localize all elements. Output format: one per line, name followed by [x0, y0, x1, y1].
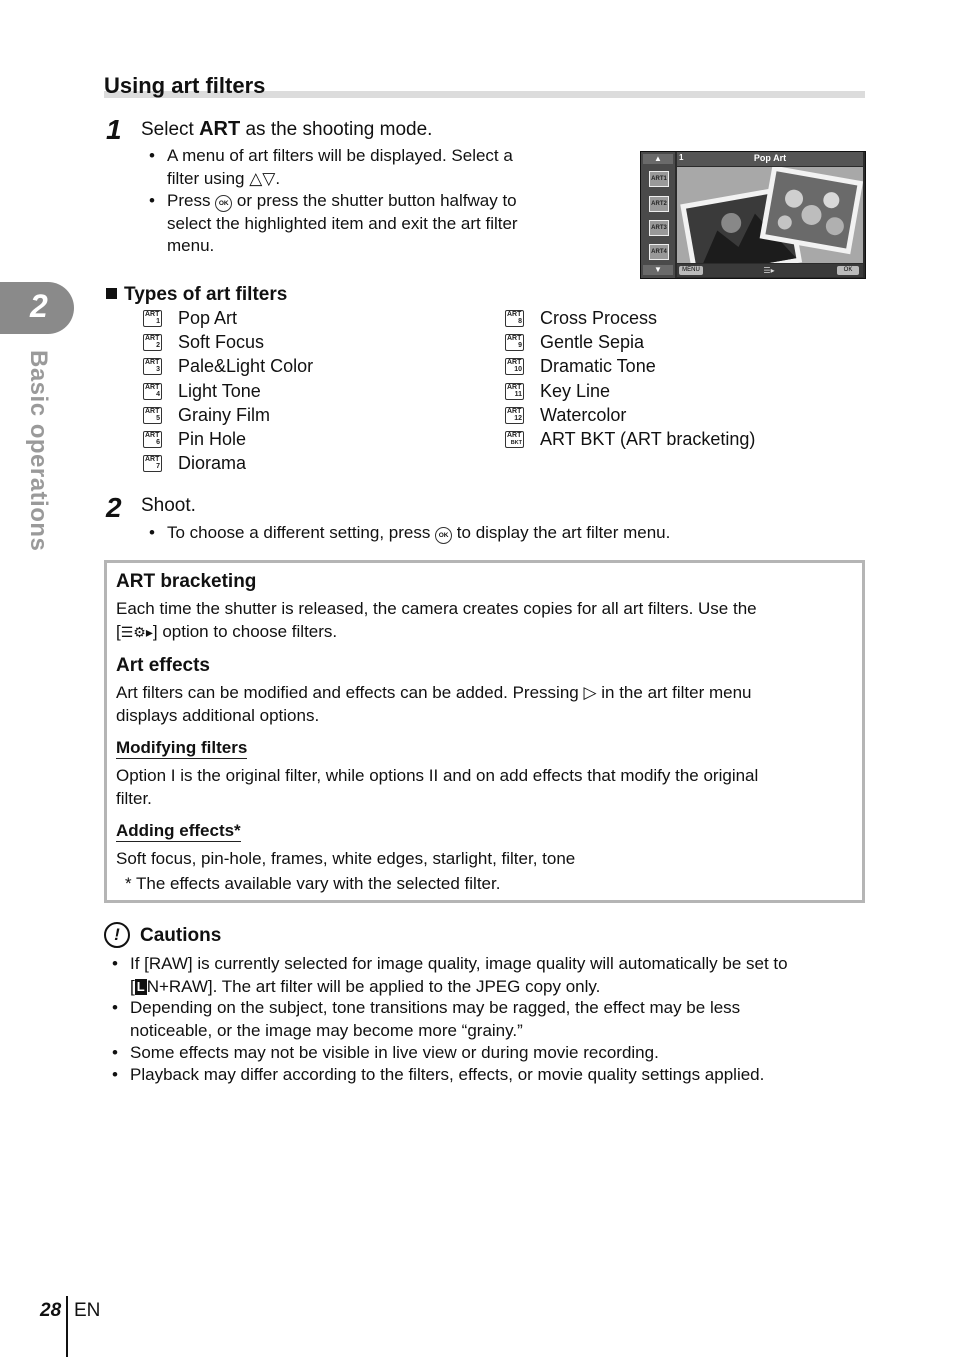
cautions-title: Cautions [140, 925, 222, 946]
section-title: Using art filters [104, 73, 266, 98]
bullet-1-line1: A menu of art filters will be displayed. Select a [167, 146, 513, 165]
art-filter-icon: ART 7 [145, 456, 160, 471]
bullet-2-line3: menu. [167, 236, 215, 255]
step-1-bullet-1: • A menu of art filters will be displayed. Select a filter using △▽. [167, 145, 587, 190]
adding-note: * The effects available vary with the selected filter. [125, 874, 501, 893]
modifying-title-wrap [116, 738, 247, 758]
effects-title: Art effects [116, 655, 210, 676]
filter-list-left [143, 306, 483, 476]
art-filter-icon: ART 3 [145, 359, 160, 374]
effects-text: Art filters can be modified and effects can be added. Pressing ▷ in the art filter menu displays additional options. [116, 683, 752, 725]
ok-button-icon: OK [215, 195, 232, 212]
caution-item-2: • Depending on the subject, tone transitions may be ragged, the effect may be less noticeable, or the image may become more “grainy.” [112, 998, 741, 1040]
camera-title: Pop Art [753, 153, 787, 163]
chapter-number: 2 [30, 288, 48, 324]
footer-divider [66, 1296, 68, 1357]
art-filter-icon: ART 5 [145, 407, 160, 422]
bracketing-title: ART bracketing [116, 571, 257, 592]
bullet-2-line2: select the highlighted item and exit the art filter [167, 213, 518, 233]
step-1-bullet-2: • Press OK or press the shutter button halfway to select the highlighted item and exit the art filter menu. [167, 190, 587, 258]
sample-photo [677, 167, 863, 263]
language-label: EN [74, 1300, 101, 1321]
up-arrow-icon: ▲ [643, 154, 673, 164]
art-filter-icon: ART 4 [145, 383, 160, 398]
adding-title: Adding effects* [116, 821, 241, 840]
camera-screen-illustration [640, 151, 866, 279]
bullet-2-pre: Press [167, 191, 216, 210]
settings-arrow-icon: ☰▸ [763, 266, 775, 275]
art-filter-icon: ART 6 [145, 432, 160, 447]
art-filter-icon: ART 9 [507, 334, 522, 349]
filter-item: ART 9 Gentle Sepia [507, 331, 645, 352]
step-2-number: 2 [106, 492, 122, 523]
filter-item: ART 2 Soft Focus [145, 331, 265, 352]
large-quality-icon: L [136, 978, 145, 994]
art-filter-icon: ART 11 [507, 383, 522, 398]
menu-button-icon: MENU [679, 266, 703, 275]
step-1-number: 1 [106, 114, 122, 145]
caution-icon: ! [104, 922, 130, 948]
filter-list-right [505, 306, 845, 452]
camera-filter-4: ART4 [649, 244, 669, 260]
caution-item-4: • Playback may differ according to the filters, effects, or movie quality settings applied. [112, 1065, 765, 1084]
settings-filter-icon: ☰⚙▸ [120, 623, 153, 640]
step-1-post: as the shooting mode. [240, 119, 433, 140]
bullet-2-post: or press the shutter button halfway to [232, 191, 517, 210]
art-filter-icon: ART 10 [507, 359, 522, 374]
filter-item: ART 6 Pin Hole [145, 429, 247, 450]
camera-tab-number: 1 [679, 153, 684, 162]
filter-item: ART 8 Cross Process [507, 307, 658, 328]
camera-filter-3: ART3 [649, 220, 669, 236]
camera-filter-list [641, 152, 675, 278]
bracketing-text: Each time the shutter is released, the camera creates copies for all art filters. Use the [☰⚙▸] option to choose filters. [116, 599, 757, 641]
sample-photo-graphic [677, 167, 863, 263]
caution-item-3: • Some effects may not be visible in live view or during movie recording. [112, 1043, 659, 1062]
types-heading: Types of art filters [106, 284, 287, 306]
filter-item: ART 11 Key Line [507, 380, 611, 401]
filter-item: ART 10 Dramatic Tone [507, 356, 656, 377]
filter-item: ART BKT ART BKT (ART bracketing) [507, 429, 756, 450]
filter-item: ART 4 Light Tone [145, 380, 261, 401]
adding-title-wrap [116, 821, 241, 841]
step-2-bullet: • To choose a different setting, press OK to display the art filter menu. [149, 523, 671, 542]
adding-text: Soft focus, pin-hole, frames, white edges, starlight, filter, tone [116, 849, 576, 868]
filter-item: ART 5 Grainy Film [145, 404, 271, 425]
step-2-text: Shoot. [141, 495, 196, 516]
chapter-tab [0, 282, 74, 334]
ok-button-icon: OK [435, 527, 452, 544]
modifying-text: Option I is the original filter, while options II and on add effects that modify the original filter. [116, 766, 759, 808]
art-filter-icon: ART 1 [145, 310, 160, 325]
camera-filter-2: ART2 [649, 196, 669, 212]
art-bkt-icon: ART BKT [507, 432, 522, 447]
filter-item: ART 3 Pale&Light Color [145, 356, 314, 377]
modifying-title: Modifying filters [116, 738, 248, 757]
ok-confirm-icon: OK [837, 266, 859, 275]
art-bracketing-box [104, 560, 865, 903]
art-filter-icon: ART 8 [507, 310, 522, 325]
step-1-text [141, 118, 432, 141]
art-filter-icon: ART 12 [507, 407, 522, 422]
page-number: 28 [40, 1300, 62, 1321]
art-mode-label: ART [199, 118, 241, 140]
filter-item: ART 1 Pop Art [145, 307, 238, 328]
camera-filter-1: ART1 [649, 171, 669, 187]
caution-item-1: • If [RAW] is currently selected for image quality, image quality will automatically be set to [ L N+RAW]. The art filter will be applied to the JPEG copy only. [112, 954, 788, 996]
step-1-pre: Select [141, 119, 200, 140]
square-bullet-icon [106, 288, 117, 299]
filter-item: ART 7 Diorama [145, 453, 247, 474]
filter-item: ART 12 Watercolor [507, 404, 627, 425]
chapter-label: Basic operations [25, 350, 52, 552]
down-arrow-icon: ▼ [643, 265, 673, 275]
chapter-label-wrap [22, 350, 62, 550]
bullet-1-line2: filter using △▽. [167, 168, 281, 188]
art-filter-icon: ART 2 [145, 334, 160, 349]
camera-bottom-bar [677, 264, 863, 277]
camera-title-bar [677, 152, 863, 166]
